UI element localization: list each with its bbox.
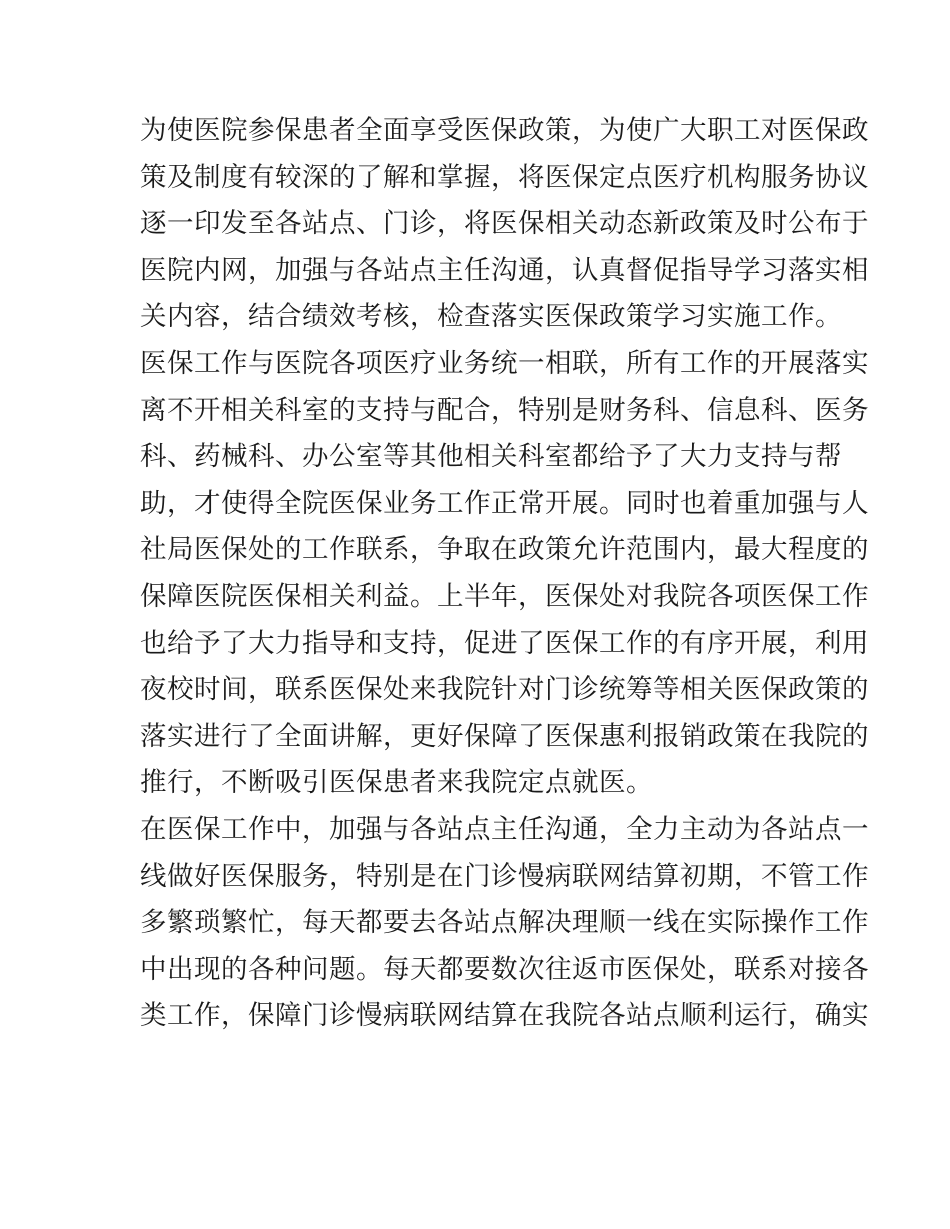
text-line: 关内容，结合绩效考核，检查落实医保政策学习实施工作。: [140, 301, 842, 333]
text-line: 在医保工作中，加强与各站点主任沟通，全力主动为各站点一: [140, 813, 869, 845]
text-line: 为使医院参保患者全面享受医保政策，为使广大职工对医保政: [140, 115, 869, 146]
text-line: 医院内网，加强与各站点主任沟通，认真督促指导学习落实相: [140, 254, 869, 286]
text-line: 科、药械科、办公室等其他相关科室都给予了大力支持与帮: [140, 441, 842, 473]
text-line: 推行，不断吸引医保患者来我院定点就医。: [140, 767, 653, 799]
text-line: 助，才使得全院医保业务工作正常开展。同时也着重加强与人: [140, 487, 869, 519]
text-line: 类工作，保障门诊慢病联网结算在我院各站点顺利运行，确实: [140, 1000, 869, 1032]
text-line: 社局医保处的工作联系，争取在政策允许范围内，最大程度的: [140, 534, 869, 566]
text-line: 落实进行了全面讲解，更好保障了医保惠利报销政策在我院的: [140, 720, 869, 752]
document-body: [140, 108, 869, 1040]
text-line: 离不开相关科室的支持与配合，特别是财务科、信息科、医务: [140, 394, 869, 426]
text-line: 中出现的各种问题。每天都要数次往返市医保处，联系对接各: [140, 953, 869, 985]
text-line: 也给予了大力指导和支持，促进了医保工作的有序开展，利用: [140, 627, 869, 659]
text-line: 夜校时间，联系医保处来我院针对门诊统筹等相关医保政策的: [140, 674, 869, 706]
text-line: 多繁琐繁忙，每天都要去各站点解决理顺一线在实际操作工作: [140, 907, 869, 939]
text-line: 线做好医保服务，特别是在门诊慢病联网结算初期，不管工作: [140, 860, 869, 892]
paragraph-2: [140, 341, 869, 807]
paragraph-1: [140, 108, 869, 341]
text-line: 医保工作与医院各项医疗业务统一相联，所有工作的开展落实: [140, 347, 869, 379]
text-line: 保障医院医保相关利益。上半年，医保处对我院各项医保工作: [140, 580, 869, 612]
paragraph-3: [140, 807, 869, 1040]
text-line: 逐一印发至各站点、门诊，将医保相关动态新政策及时公布于: [140, 208, 869, 240]
text-line: 策及制度有较深的了解和掌握，将医保定点医疗机构服务协议: [140, 161, 869, 193]
